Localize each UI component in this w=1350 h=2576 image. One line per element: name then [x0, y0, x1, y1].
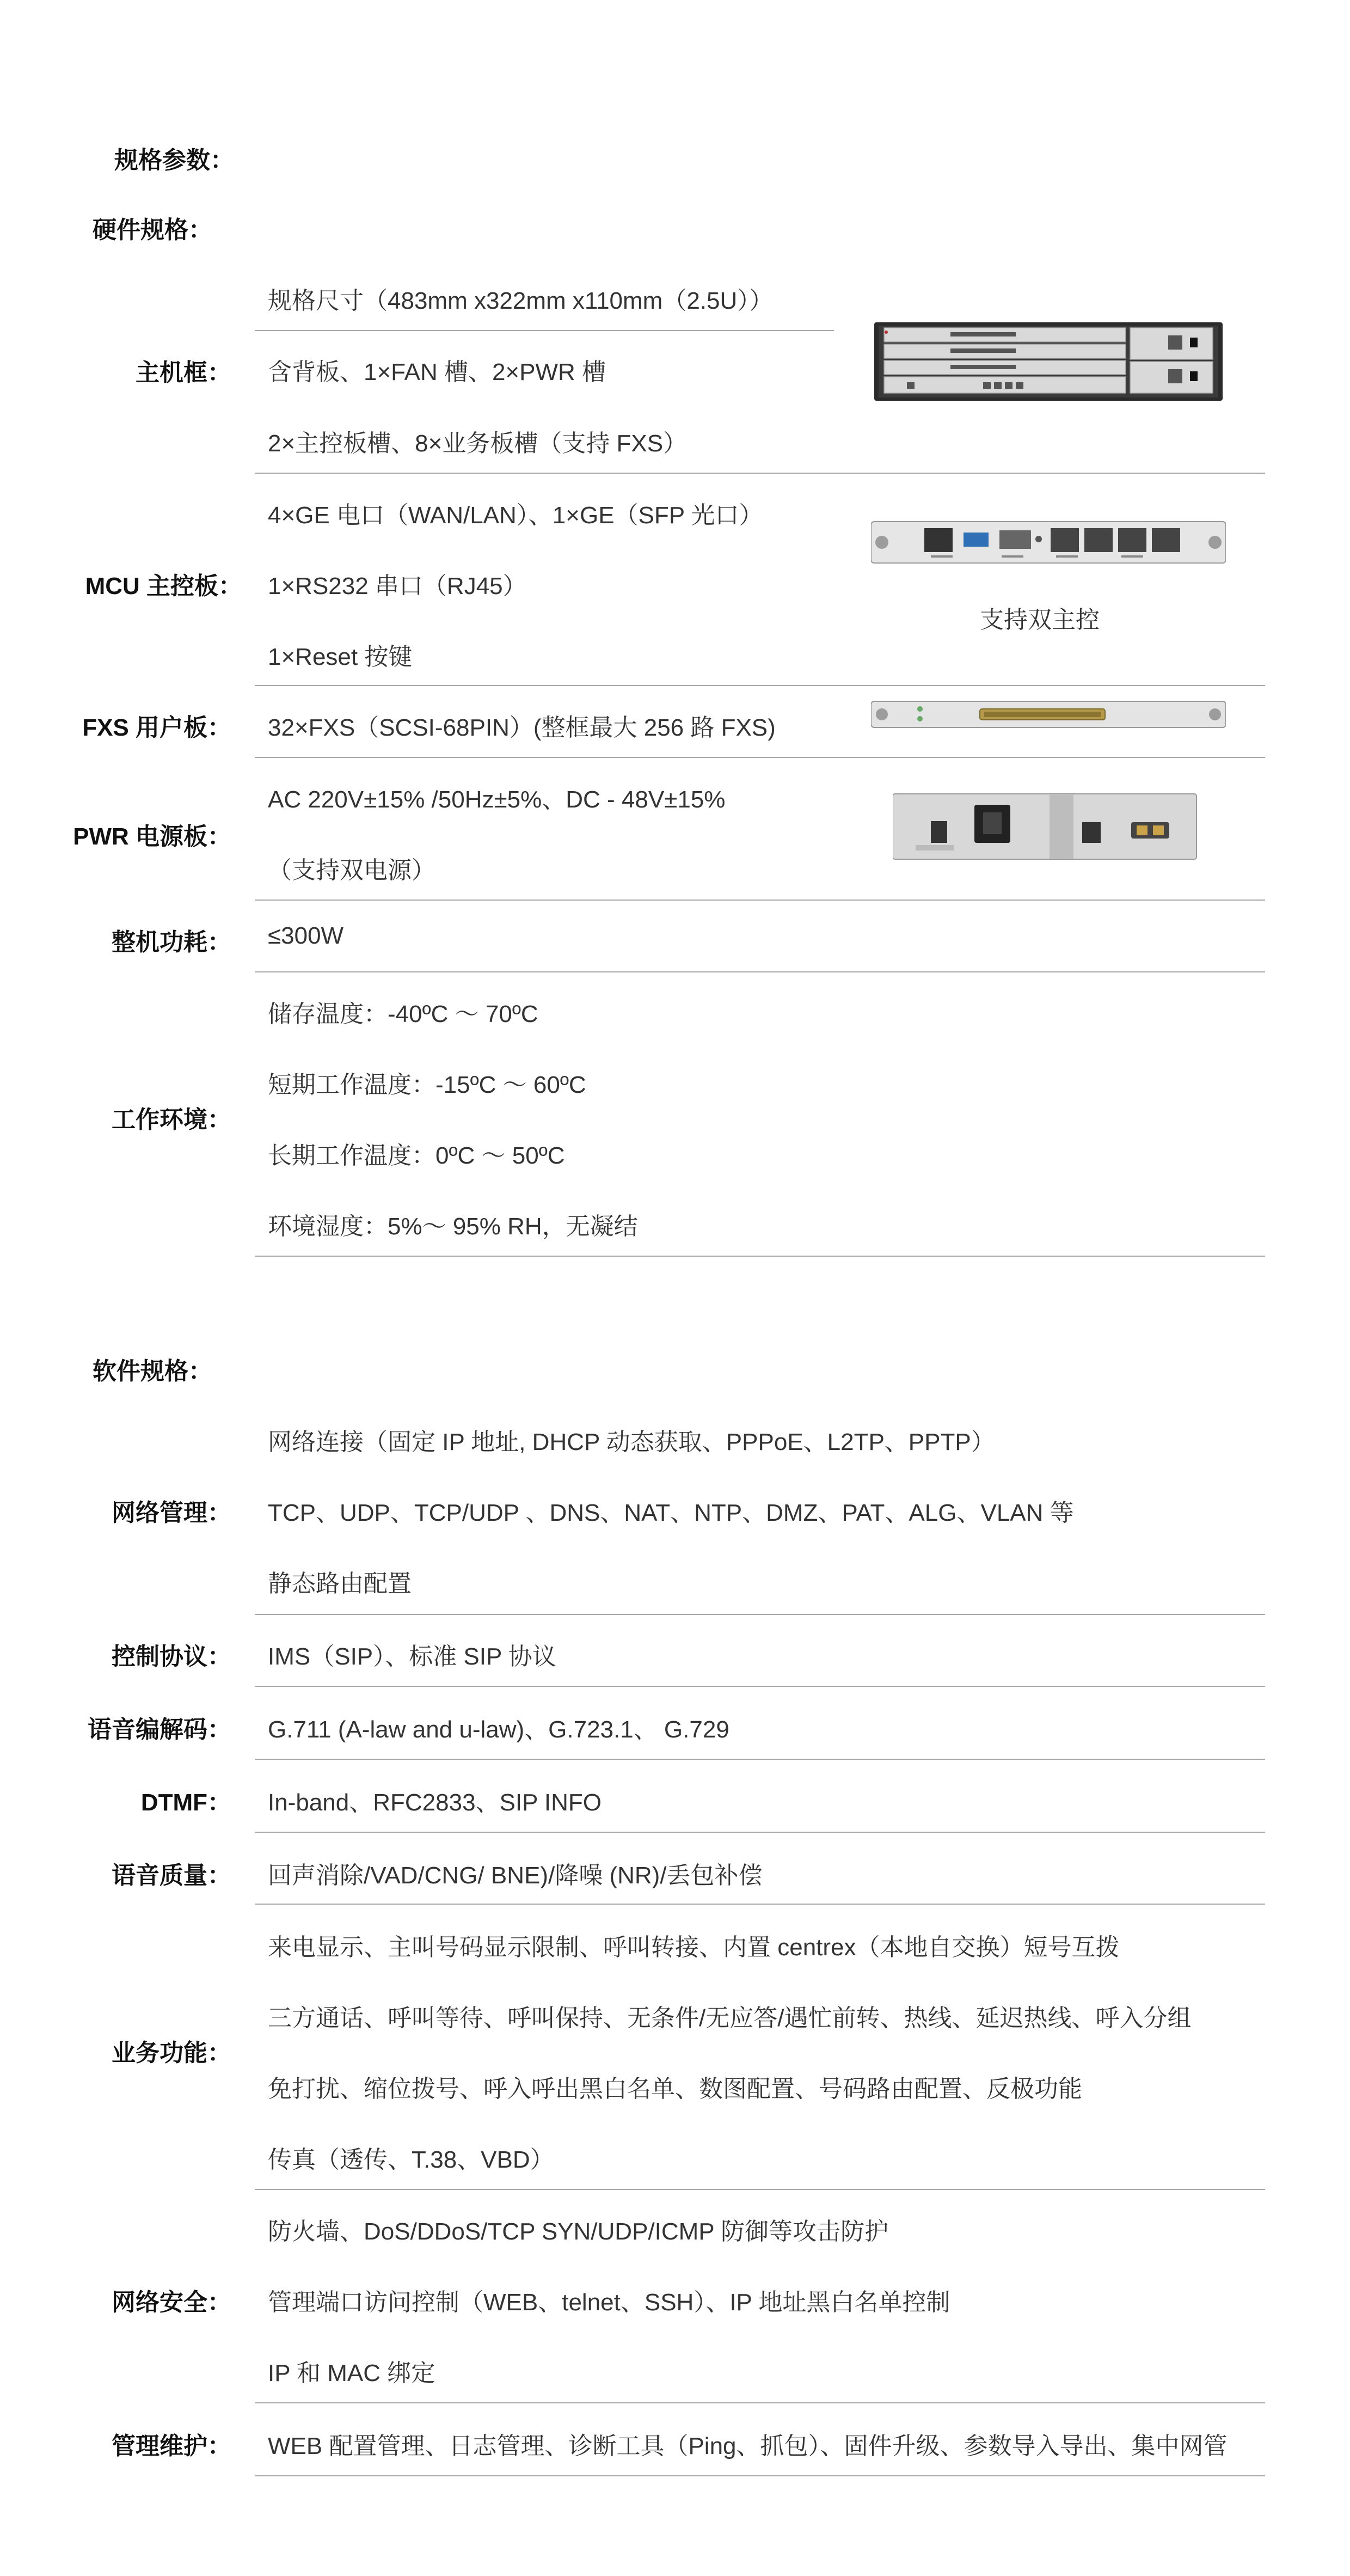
divider	[255, 685, 1265, 686]
divider	[255, 473, 1265, 474]
software-section-title: 软件规格：	[93, 1358, 212, 1385]
network-mgmt-line-1: 网络连接（固定 IP 地址, DHCP 动态获取、PPPoE、L2TP、PPTP）	[268, 1429, 995, 1455]
divider	[255, 1904, 1265, 1905]
voice-quality-line-1: 回声消除/VAD/CNG/ BNE)/降噪 (NR)/丢包补偿	[268, 1862, 763, 1889]
chassis-line-3: 2×主控板槽、8×业务板槽（支持 FXS）	[268, 430, 688, 457]
pwr-label: PWR 电源板：	[73, 823, 231, 850]
divider	[255, 2189, 1265, 2190]
services-line-2: 三方通话、呼叫等待、呼叫保持、无条件/无应答/遇忙前转、热线、延迟热线、呼入分组	[268, 2005, 1192, 2032]
divider	[255, 2475, 1265, 2476]
divider	[255, 1832, 1265, 1833]
codec-label: 语音编解码：	[88, 1716, 231, 1743]
mcu-line-3: 1×Reset 按键	[268, 644, 413, 670]
network-mgmt-label: 网络管理：	[112, 1500, 231, 1526]
chassis-label: 主机框：	[136, 359, 231, 386]
divider	[255, 330, 834, 331]
network-mgmt-line-3: 静态路由配置	[268, 1570, 412, 1597]
power-label: 整机功耗：	[112, 929, 231, 956]
dtmf-line-1: In-band、RFC2833、SIP INFO	[268, 1789, 602, 1816]
divider	[255, 1686, 1265, 1687]
mcu-board-photo	[871, 518, 1226, 566]
mcu-label: MCU 主控板：	[85, 573, 242, 599]
security-label: 网络安全：	[112, 2289, 231, 2316]
services-line-3: 免打扰、缩位拨号、呼入呼出黑白名单、数图配置、号码路由配置、反极功能	[268, 2076, 1082, 2102]
security-line-2: 管理端口访问控制（WEB、telnet、SSH）、IP 地址黑白名单控制	[268, 2289, 950, 2316]
fxs-board-photo	[871, 699, 1226, 730]
divider	[255, 971, 1265, 972]
pwr-line-1: AC 220V±15% /50Hz±5%、DC - 48V±15%	[268, 786, 726, 813]
power-line-1: ≤300W	[268, 922, 344, 949]
spec-title: 规格参数：	[114, 147, 234, 174]
env-line-2: 短期工作温度：-15ºC ～ 60ºC	[268, 1072, 586, 1098]
pwr-line-2: （支持双电源）	[268, 857, 435, 884]
env-line-1: 储存温度：-40ºC ～ 70ºC	[268, 1001, 538, 1027]
divider	[255, 2402, 1265, 2403]
chassis-photo	[874, 321, 1223, 402]
env-label: 工作环境：	[112, 1106, 231, 1133]
maintenance-line-1: WEB 配置管理、日志管理、诊断工具（Ping、抓包）、固件升级、参数导入导出、集中网管	[268, 2433, 1228, 2459]
services-line-4: 传真（透传、T.38、VBD）	[268, 2146, 554, 2173]
control-label: 控制协议：	[112, 1643, 231, 1670]
divider	[255, 1256, 1265, 1257]
control-line-1: IMS（SIP）、标准 SIP 协议	[268, 1643, 556, 1670]
mcu-line-2: 1×RS232 串口（RJ45）	[268, 573, 527, 599]
mcu-line-1: 4×GE 电口（WAN/LAN）、1×GE（SFP 光口）	[268, 502, 763, 529]
codec-line-1: G.711 (A-law and u-law)、G.723.1、 G.729	[268, 1716, 729, 1743]
mcu-caption: 支持双主控	[980, 607, 1100, 633]
divider	[255, 1759, 1265, 1760]
dtmf-label: DTMF：	[140, 1789, 231, 1816]
dc-power-module-photo	[1050, 792, 1200, 861]
divider	[255, 1614, 1265, 1615]
divider	[255, 757, 1265, 758]
network-mgmt-line-2: TCP、UDP、TCP/UDP 、DNS、NAT、NTP、DMZ、PAT、ALG、VLAN 等	[268, 1500, 1074, 1526]
services-label: 业务功能：	[112, 2040, 231, 2066]
divider	[255, 900, 1265, 901]
env-line-4: 环境湿度：5%～ 95% RH，无凝结	[268, 1213, 638, 1240]
services-line-1: 来电显示、主叫号码显示限制、呼叫转接、内置 centrex（本地自交换）短号互拨	[268, 1934, 1120, 1961]
security-line-1: 防火墙、DoS/DDoS/TCP SYN/UDP/ICMP 防御等攻击防护	[268, 2218, 889, 2245]
security-line-3: IP 和 MAC 绑定	[268, 2360, 435, 2387]
hardware-section-title: 硬件规格：	[93, 217, 212, 243]
chassis-line-2: 含背板、1×FAN 槽、2×PWR 槽	[268, 359, 606, 386]
chassis-line-1: 规格尺寸（483mm x322mm x110mm（2.5U））	[268, 287, 774, 314]
voice-quality-label: 语音质量：	[112, 1862, 231, 1889]
env-line-3: 长期工作温度：0ºC ～ 50ºC	[268, 1142, 565, 1169]
fxs-line-1: 32×FXS（SCSI-68PIN）(整框最大 256 路 FXS)	[268, 714, 776, 741]
fxs-label: FXS 用户板：	[82, 714, 231, 741]
maintenance-label: 管理维护：	[112, 2433, 231, 2459]
